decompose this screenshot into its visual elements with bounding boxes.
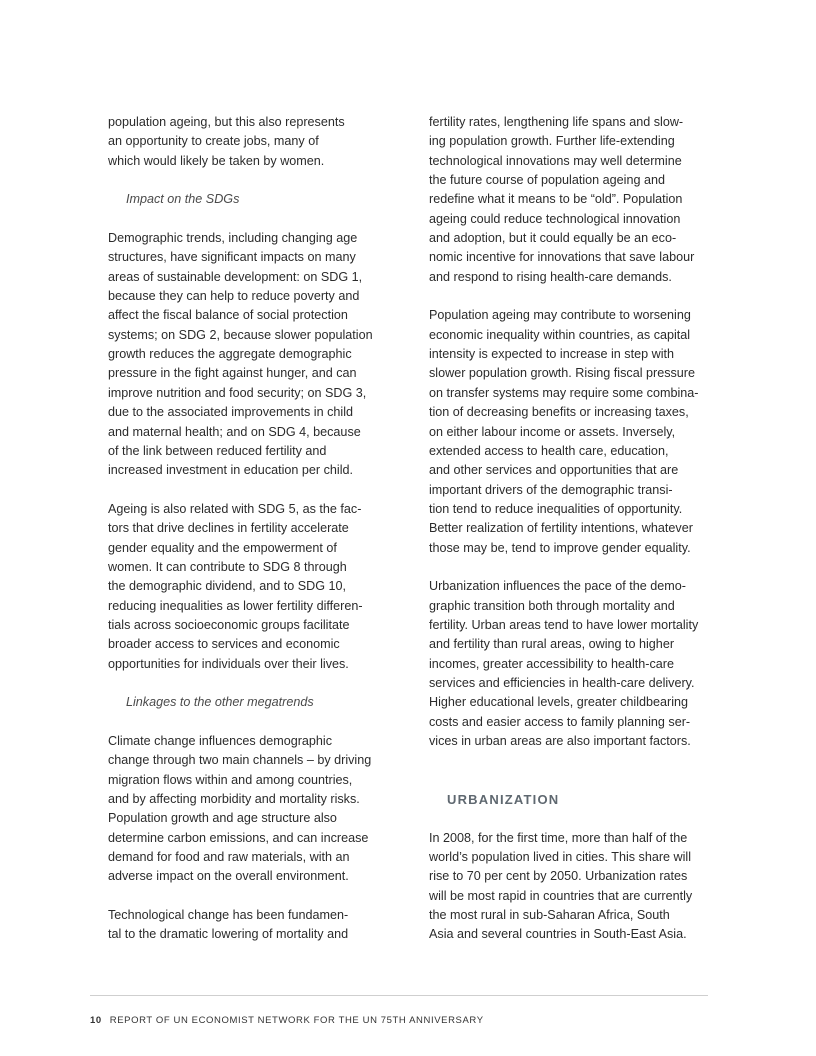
subheading-impact-sdgs: Impact on the SDGs	[126, 192, 240, 207]
paragraph	[108, 229, 398, 480]
paragraph	[108, 906, 398, 945]
text-line: population ageing, but this also represents	[108, 115, 345, 129]
text-line: women. It can contribute to SDG 8 through	[108, 559, 347, 574]
text-line: slower population growth. Rising fiscal pressure	[429, 366, 695, 381]
text-line: Demographic trends, including changing age	[108, 231, 358, 246]
text-line: Better realization of fertility intentions, whatever	[429, 521, 693, 536]
text-line: because they can help to reduce poverty and	[108, 289, 360, 304]
paragraph	[429, 113, 714, 287]
text-line: and by affecting morbidity and mortality risks.	[108, 792, 360, 807]
text-line: pressure in the fight against hunger, and can	[108, 366, 357, 381]
text-line: Climate change influences demographic	[108, 734, 333, 748]
text-line: nomic incentive for innovations that save labour	[429, 250, 695, 265]
text-line: areas of sustainable development: on SDG 1,	[108, 269, 363, 284]
text-line: due to the associated improvements in child	[108, 405, 354, 420]
text-line: on transfer systems may require some combina-	[429, 385, 699, 400]
text-line: Technological change has been fundamen-	[108, 908, 349, 923]
page-footer	[90, 1015, 484, 1026]
text-line: Ageing is also related with SDG 5, as the fac-	[108, 501, 362, 516]
paragraph	[429, 306, 714, 557]
text-line: those may be, tend to improve gender equality.	[429, 540, 691, 555]
text-line: costs and easier access to family planning ser-	[429, 714, 691, 729]
text-line: incomes, greater accessibility to health-care	[429, 656, 674, 671]
text-line: tion tend to reduce inequalities of opportunity.	[429, 501, 683, 516]
paragraph	[429, 577, 714, 751]
text-line: tal to the dramatic lowering of mortality and	[108, 927, 349, 942]
text-line: determine carbon emissions, and can increase	[108, 830, 369, 845]
text-line: ageing could reduce technological innovation	[429, 211, 681, 226]
text-line: on either labour income or assets. Inversely,	[429, 424, 676, 439]
text-line: improve nutrition and food security; on SDG 3,	[108, 385, 367, 400]
text-line: increased investment in education per child.	[108, 463, 354, 478]
report-title: REPORT OF UN ECONOMIST NETWORK FOR THE UN 75TH ANNIVERSARY	[109, 1015, 484, 1026]
text-line: gender equality and the empowerment of	[108, 540, 337, 555]
text-line: redefine what it means to be “old”. Population	[429, 192, 683, 207]
text-line: tials across socioeconomic groups facilitate	[108, 617, 350, 632]
text-line: the future course of population ageing and	[429, 173, 665, 188]
paragraph	[108, 500, 398, 674]
text-line: change through two main channels – by driving	[108, 753, 372, 768]
paragraph	[108, 113, 398, 171]
text-line: ing population growth. Further life-extending	[429, 134, 675, 149]
text-line: world’s population lived in cities. This share will	[429, 850, 692, 865]
text-line: and adoption, but it could equally be an eco-	[429, 231, 677, 246]
text-line: fertility. Urban areas tend to have lower mortality	[429, 617, 699, 632]
text-line: intensity is expected to increase in step with	[429, 347, 675, 362]
footer-divider	[90, 995, 708, 996]
text-line: which would likely be taken by women.	[108, 153, 325, 168]
text-line: and respond to rising health-care demands.	[429, 269, 672, 284]
text-line: adverse impact on the overall environment.	[108, 869, 349, 884]
text-line: the most rural in sub-Saharan Africa, South	[429, 908, 670, 923]
text-line: an opportunity to create jobs, many of	[108, 134, 319, 149]
text-line: Population growth and age structure also	[108, 811, 337, 826]
text-line: and fertility than rural areas, owing to higher	[429, 637, 675, 652]
text-line: services and efficiencies in health-care delivery.	[429, 675, 695, 690]
text-line: rise to 70 per cent by 2050. Urbanization rates	[429, 869, 688, 884]
text-line: and other services and opportunities that are	[429, 463, 679, 478]
right-column	[429, 113, 714, 945]
text-line: demand for food and raw materials, with an	[108, 850, 350, 865]
text-line: migration flows within and among countries,	[108, 772, 353, 787]
text-line: Population ageing may contribute to worsening	[429, 308, 691, 323]
paragraph	[108, 732, 398, 887]
text-line: affect the fiscal balance of social protection	[108, 308, 348, 323]
text-line: the demographic dividend, and to SDG 10,	[108, 579, 347, 594]
page-number: 10	[90, 1015, 102, 1026]
text-line: vices in urban areas are also important factors.	[429, 734, 691, 748]
text-line: of the link between reduced fertility and	[108, 443, 327, 458]
text-line: Higher educational levels, greater childbearing	[429, 695, 689, 710]
text-line: Urbanization influences the pace of the demo-	[429, 579, 686, 594]
text-line: tion of decreasing benefits or increasing taxes,	[429, 405, 689, 420]
text-line: structures, have significant impacts on many	[108, 250, 356, 265]
text-line: Asia and several countries in South-East Asia.	[429, 927, 687, 942]
text-line: opportunities for individuals over their lives.	[108, 656, 349, 671]
text-line: fertility rates, lengthening life spans and slow-	[429, 115, 684, 129]
text-line: In 2008, for the first time, more than half of the	[429, 830, 688, 845]
text-line: reducing inequalities as lower fertility differen-	[108, 598, 363, 613]
text-line: tors that drive declines in fertility accelerate	[108, 521, 349, 536]
text-line: will be most rapid in countries that are currently	[429, 888, 693, 903]
paragraph	[429, 829, 714, 945]
text-line: and maternal health; and on SDG 4, because	[108, 424, 361, 439]
text-line: graphic transition both through mortality and	[429, 598, 675, 613]
text-line: systems; on SDG 2, because slower population	[108, 327, 373, 342]
text-line: economic inequality within countries, as capital	[429, 327, 691, 342]
section-heading-urbanization: URBANIZATION	[447, 792, 560, 808]
text-line: extended access to health care, education,	[429, 443, 669, 458]
text-line: broader access to services and economic	[108, 637, 340, 652]
text-line: growth reduces the aggregate demographic	[108, 347, 352, 362]
left-column	[108, 113, 398, 945]
text-line: important drivers of the demographic transi-	[429, 482, 673, 497]
subheading-linkages: Linkages to the other megatrends	[126, 695, 314, 710]
text-line: technological innovations may well determine	[429, 153, 682, 168]
